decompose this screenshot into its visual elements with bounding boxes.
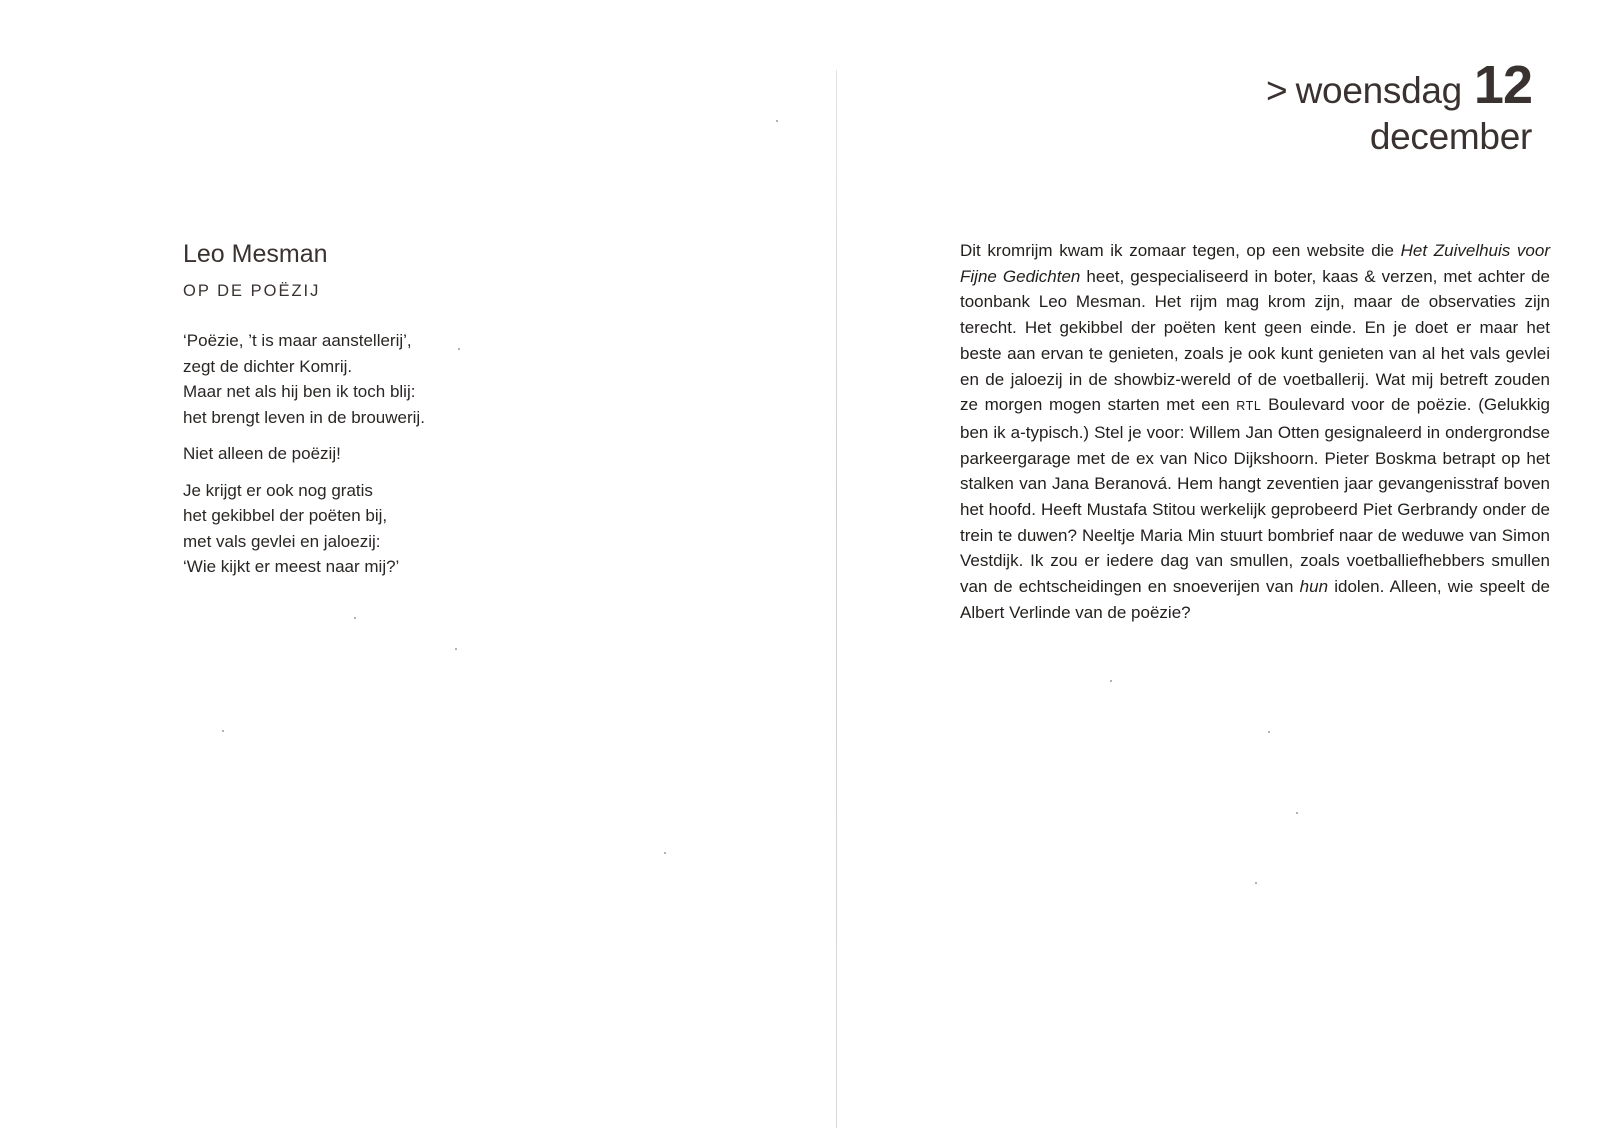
- date-header: [1266, 55, 1532, 157]
- scan-speck: [1255, 882, 1257, 884]
- scan-speck: [1296, 812, 1298, 814]
- poem-line: zegt de dichter Komrij.: [183, 356, 353, 376]
- poem-line: Maar net als hij ben ik toch blij:: [183, 382, 416, 401]
- date-arrow: >: [1266, 70, 1288, 111]
- scan-speck: [455, 648, 457, 650]
- date-weekday: woensdag: [1295, 70, 1462, 111]
- emphasis-hun: hun: [1299, 577, 1329, 597]
- commentary-text: idolen. Alleen, wie speelt de Albert Verlinde van de poëzie?: [960, 577, 1550, 622]
- date-day-number: 12: [1473, 55, 1532, 115]
- rtl-small-caps: RTL: [1236, 399, 1262, 414]
- scan-speck: [776, 120, 778, 122]
- scan-speck: [354, 617, 356, 619]
- poem-line: het brengt leven in de brouwerij.: [183, 407, 425, 427]
- poem-line: Niet alleen de poëzij!: [183, 444, 341, 463]
- poem-stanza-1: [183, 328, 603, 430]
- scan-speck: [222, 730, 224, 732]
- poem-stanza-3: [183, 478, 603, 580]
- scan-speck: [1268, 731, 1270, 733]
- commentary-text: Boulevard voor de poëzie. (Gelukkig ben ik a-typisch.) Stel je voor: Willem Jan Otten gesignaleerd in ondergrondse parkeergarage met de ex van Nico Dijkshoorn. Pieter Boskma betrapt op het stalken van Jana Beranová. Hem hangt zeventien jaar gevangenisstraf boven het hoofd. Heeft Mustafa Stitou werkelijk geprobeerd Piet Gerbrandy onder de trein te duwen? Neeltje Maria Min stuurt bombrief naar de weduwe van Simon Vestdijk. Ik zou er iedere dag van smullen, zoals voetballiefhebbers smullen van de echtscheidingen en snoeverijen van: [960, 395, 1550, 597]
- poem-stanza-2: [183, 441, 603, 467]
- date-line: [1266, 55, 1532, 115]
- poem-title: OP DE POËZIJ: [183, 282, 321, 300]
- scan-speck: [664, 852, 666, 854]
- poem-line: ‘Wie kijkt er meest naar mij?’: [183, 557, 400, 576]
- scan-speck: [1110, 680, 1112, 682]
- page-fold-divider: [836, 70, 837, 1128]
- scan-speck: [458, 348, 460, 350]
- poem-line: Je krijgt er ook nog gratis: [183, 480, 373, 500]
- poem-line: het gekibbel der poëten bij,: [183, 506, 388, 525]
- commentary-paragraph: [960, 238, 1550, 626]
- poem-block: [183, 238, 603, 591]
- poem-line: met vals gevlei en jaloezij:: [183, 531, 381, 551]
- poem-author: Leo Mesman: [183, 240, 328, 268]
- poem-line: ‘Poëzie, ’t is maar aanstellerij’,: [183, 331, 412, 350]
- commentary-text: Dit kromrijm kwam ik zomaar tegen, op een website die: [960, 241, 1401, 260]
- date-month: december: [1369, 116, 1532, 157]
- commentary-text: heet, gespecialiseerd in boter, kaas & verzen, met achter de toonbank Leo Mesman. Het rijm mag krom zijn, maar de observaties zijn terecht. Het gekibbel der poëten kent geen einde. En je doet er maar het beste aan ervan te genieten, zoals je ook kunt genieten van al het vals gevlei en de jaloezij in de showbiz-wereld of de voetballerij. Wat mij betreft zouden ze morgen mogen starten met een: [960, 266, 1550, 415]
- website-name: Het Zuivelhuis voor Fijne Gedichten: [960, 241, 1550, 286]
